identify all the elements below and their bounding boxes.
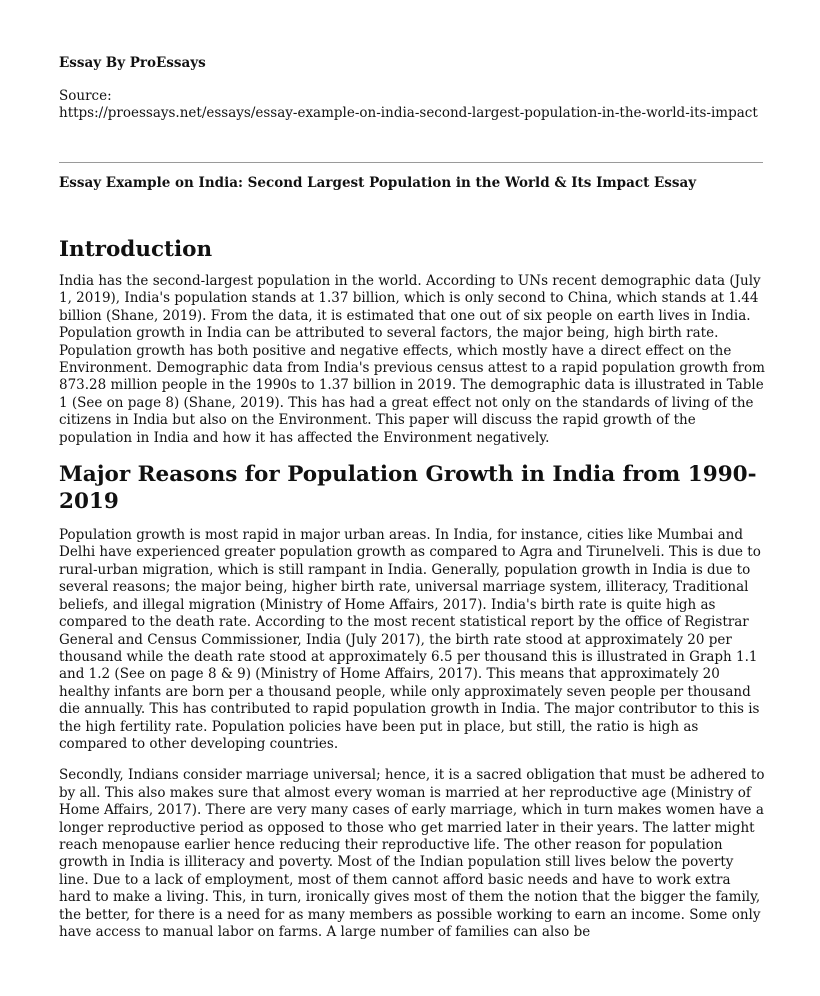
essay-content	[59, 236, 765, 955]
intro-paragraph: India has the second-largest population in the world. According to UNs recent demographic data (July 1, 2019), India's population stands at 1.37 billion, which is only second to China, which stands at 1.44 billion (Shane, 2019). From the data, it is estimated that one out of six people on earth lives in India. Population growth in India can be attributed to several factors, the major being, high birth rate. Population growth has both positive and negative effects, which mostly have a direct effect on the Environment. Demographic data from India's previous census attest to a rapid population growth from 873.28 million people in the 1990s to 1.37 billion in 2019. The demographic data is illustrated in Table 1 (See on page 8) (Shane, 2019). This has had a great effect not only on the standards of living of the citizens in India but also on the Environment. This paper will discuss the rapid growth of the population in India and how it has affected the Environment negatively.	[59, 273, 765, 446]
source-label: Source:	[59, 88, 112, 104]
source-url[interactable]: https://proessays.net/essays/essay-example-on-india-second-largest-population-in-the-world-its-impact	[59, 105, 758, 121]
reasons-paragraph-2: Secondly, Indians consider marriage universal; hence, it is a sacred obligation that must be adhered to by all. This also makes sure that almost every woman is married at her reproductive age (Ministry of Home Affairs, 2017). There are very many cases of early marriage, which in turn makes women have a longer reproductive period as opposed to those who get married later in their years. The latter might reach menopause earlier hence reducing their reproductive life. The other reason for population growth in India is illiteracy and poverty. Most of the Indian population still lives below the poverty line. Due to a lack of employment, most of them cannot afford basic needs and have to work extra hard to make a living. This, in turn, ironically gives most of them the notion that the bigger the family, the better, for there is a need for as many members as possible working to earn an income. Some only have access to manual labor on farms. A large number of families can also be	[59, 767, 765, 940]
reasons-paragraph-1: Population growth is most rapid in major urban areas. In India, for instance, cities like Mumbai and Delhi have experienced greater population growth as compared to Agra and Tirunelveli. This is due to rural-urban migration, which is still rampant in India. Generally, population growth in India is due to several reasons; the major being, higher birth rate, universal marriage system, illiteracy, Traditional beliefs, and illegal migration (Ministry of Home Affairs, 2017). India's birth rate is quite high as compared to the death rate. According to the most recent statistical report by the office of Registrar General and Census Commissioner, India (July 2017), the birth rate stood at approximately 20 per thousand while the death rate stood at approximately 6.5 per thousand this is illustrated in Graph 1.1 and 1.2 (See on page 8 & 9) (Ministry of Home Affairs, 2017). This means that approximately 20 healthy infants are born per a thousand people, while only approximately seven people per thousand die annually. This has contributed to rapid population growth in India. The major contributor to this is the high fertility rate. Population policies have been put in place, but still, the ratio is high as compared to other developing countries.	[59, 527, 761, 752]
source-block	[59, 88, 765, 122]
section-heading-major-reasons: Major Reasons for Population Growth in India from 1990-2019	[59, 462, 757, 515]
section-heading-introduction: Introduction	[59, 237, 213, 262]
divider	[59, 162, 763, 163]
essay-title: Essay Example on India: Second Largest Population in the World & Its Impact Essay	[59, 175, 697, 191]
brand-line: Essay By ProEssays	[59, 55, 206, 71]
